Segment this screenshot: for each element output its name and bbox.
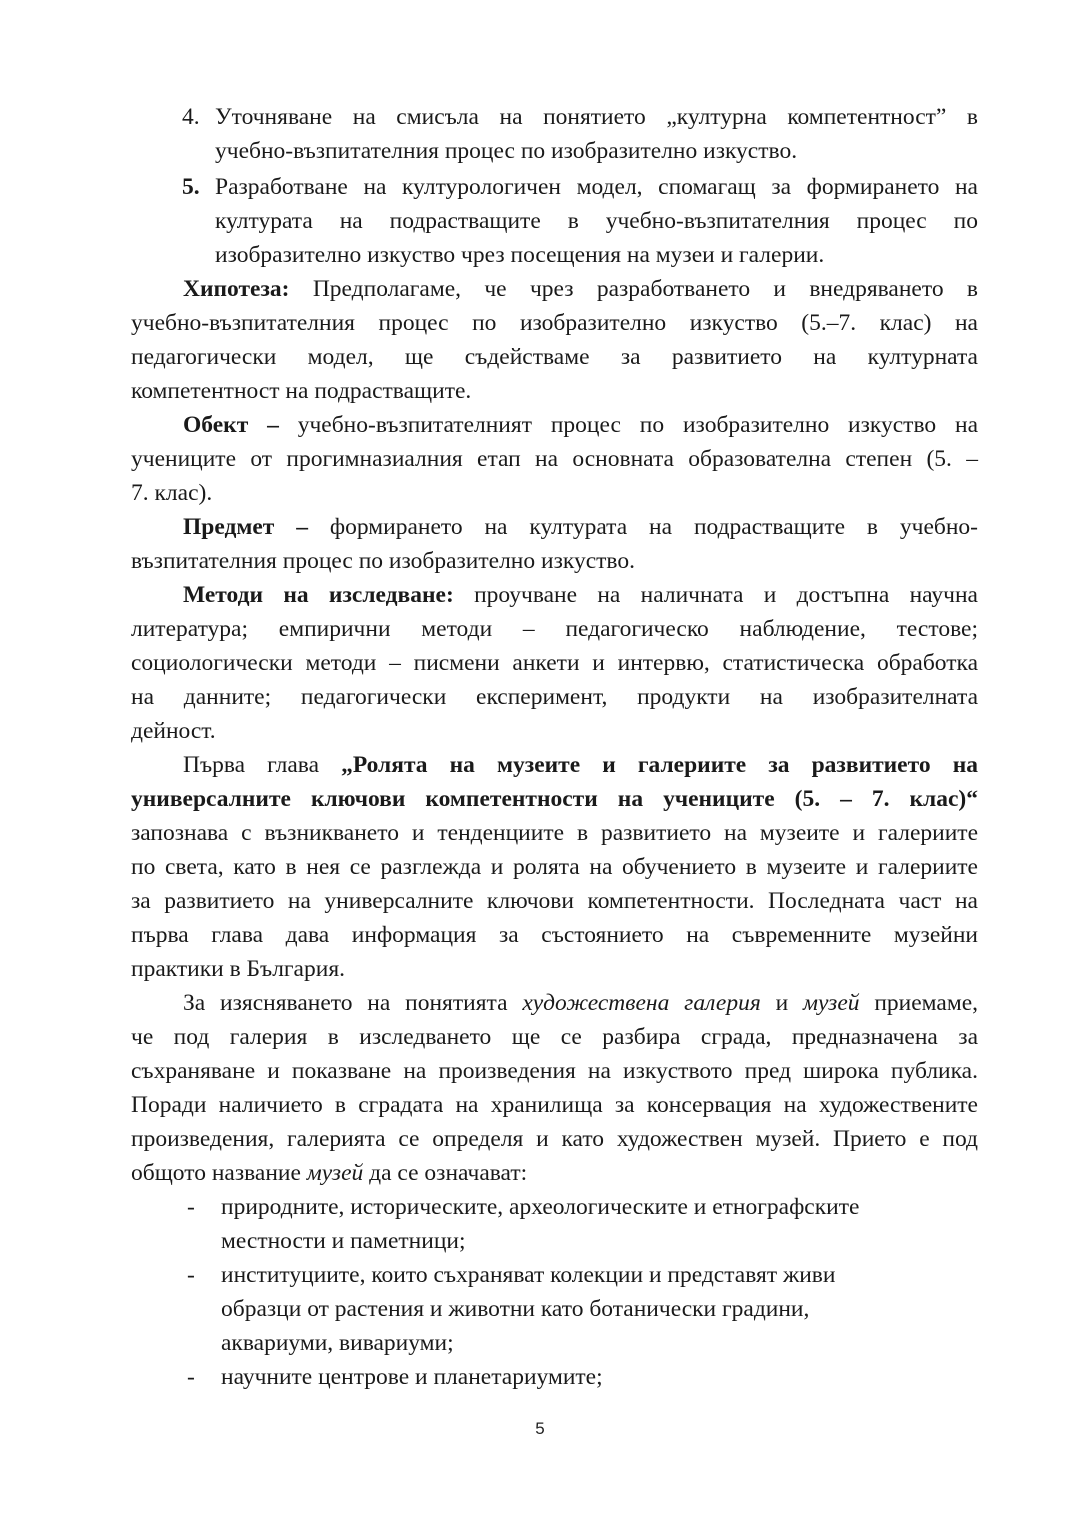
bullet-item: - научните центрове и планетариумите; <box>131 1360 978 1394</box>
bullet-dash: - <box>187 1364 195 1390</box>
methods-paragraph: Методи на изследване: проучване на наличната и достъпна научна литература; емпирични методи – педагогическо наблюдение, тестове; социологически методи – писмени анкети и интервю, статистическа обработка на данните; педагогически експеримент, продукти на изобразителната дейност. <box>131 582 978 744</box>
list-number: 4. <box>182 104 200 130</box>
list-item-line: културата на подрастващите в учебно-възпитателния процес по <box>215 208 978 234</box>
hypothesis-paragraph: Хипотеза: Предполагаме, че чрез разработването и внедряването в учебно-възпитателния процес по изобразително изкуство (5.–7. клас) на педагогически модел, ще съдействаме за развитието на културната компетентност на подрастващите. <box>131 276 978 404</box>
object-label: Обект – <box>183 412 279 438</box>
bullet-dash: - <box>187 1262 195 1288</box>
chapter-title: универсалните ключови компетентности на учениците (5. – 7. клас)“ <box>131 786 978 812</box>
bullet-item: - институциите, които съхраняват колекции и представят живи образци от растения и животни като ботанически градини, аквариуми, вивариуми; <box>131 1258 978 1360</box>
hypothesis-label: Хипотеза: <box>183 276 290 302</box>
chapter-one-paragraph: Първа глава „Ролята на музеите и галериите за развитието на универсалните ключови компетентности на учениците (5. – 7. клас)“ запознава с възникването и тенденциите в развитието на музеите и галериите по света, като в нея се разглежда и ролята на обучението в музеите и галериите за развитието на универсалните ключови компетентности. Последната част на първа глава дава информация за състоянието на съвременните музейни практики в България. <box>131 752 978 982</box>
list-item-line: Разработване на културологичен модел, спомагащ за формирането на <box>215 174 978 200</box>
page-number: 5 <box>535 1419 545 1438</box>
list-item-line: изобразително изкуство чрез посещения на музеи и галерии. <box>215 242 825 268</box>
subject-paragraph: Предмет – формирането на културата на подрастващите в учебно- възпитателния процес по изобразително изкуство. <box>131 514 978 574</box>
definition-paragraph: За изясняването на понятията художествена галерия и музей приемаме, че под галерия в изследването ще се разбира сграда, предназначена за съхраняване и показване на произведения на изкуството пред широка публика. Поради наличието в сградата на хранилища за консервация на художествените произведения, галерията се определя и като художествен музей. Прието е под общото название музей да се означават: <box>131 990 978 1186</box>
document-page <box>131 100 978 1394</box>
bullet-item: - природните, историческите, археологическите и етнографските местности и паметници; <box>131 1190 978 1258</box>
list-item-4 <box>131 100 978 168</box>
list-number: 5. <box>182 174 200 200</box>
subject-label: Предмет – <box>183 514 308 540</box>
object-paragraph: Обект – учебно-възпитателният процес по изобразително изкуство на учениците от прогимназиалния етап на основната образователна степен (5. – 7. клас). <box>131 412 979 506</box>
list-item-line: Уточняване на смисъла на понятието „културна компетентност” в <box>215 104 978 130</box>
list-item-5 <box>131 170 978 272</box>
list-item-line: учебно-възпитателния процес по изобразително изкуство. <box>215 138 798 164</box>
chapter-title: „Ролята на музеите и галериите за развитието на <box>341 752 978 778</box>
methods-label: Методи на изследване: <box>183 582 454 608</box>
bullet-dash: - <box>187 1194 195 1220</box>
